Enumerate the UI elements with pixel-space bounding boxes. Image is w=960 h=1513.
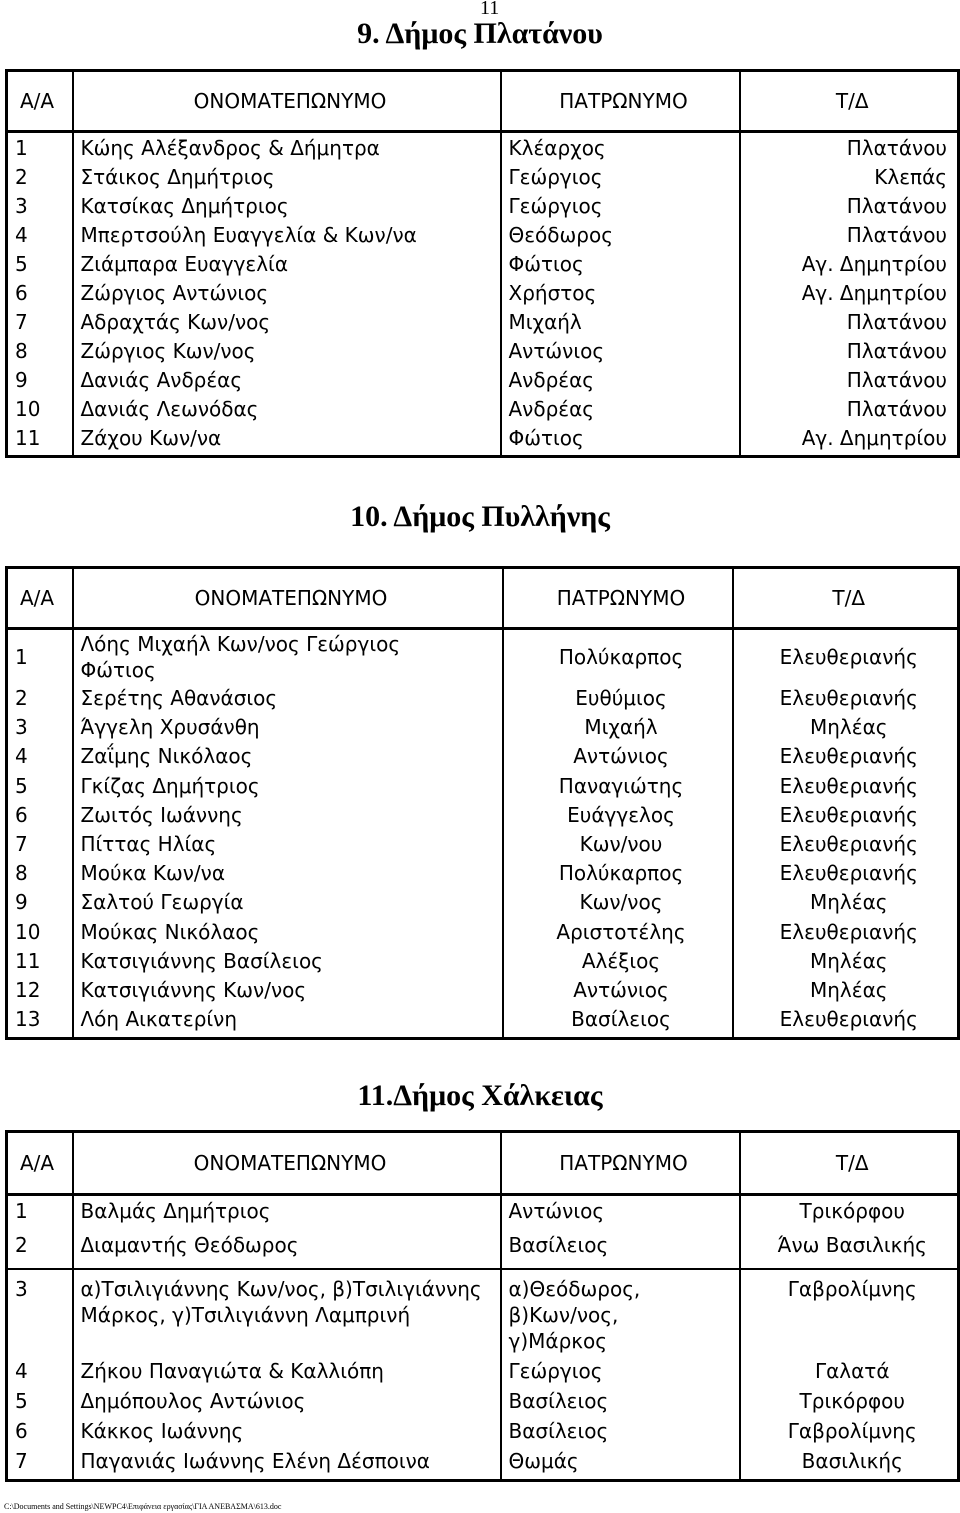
cell-aa: 6: [15, 802, 28, 827]
table-chalkeias: [5, 1130, 960, 1482]
cell-father: Αντώνιος: [503, 742, 733, 771]
cell-community: Γαλατά: [740, 1356, 959, 1386]
cell-aa: 5: [15, 251, 28, 276]
cell-aa: 1: [15, 135, 28, 160]
table-row: [7, 829, 959, 858]
cell-community: Τρικόρφου: [740, 1386, 959, 1416]
cell-father: Κων/νος: [503, 888, 733, 917]
header-father: ΠΑΤΡΩΝΥΜΟ: [503, 568, 733, 629]
cell-aa: 3: [15, 193, 28, 218]
cell-father: Γεώργιος: [501, 162, 740, 191]
cell-name: Ζαΐμης Νικόλαος: [73, 742, 503, 771]
cell-aa: 10: [15, 919, 41, 944]
cell-name: Ζωιτός Ιωάννης: [73, 800, 503, 829]
cell-name: Κώης Αλέξανδρος & Δήμητρα: [73, 132, 501, 163]
cell-community: Ελευθεριανής: [733, 1005, 959, 1039]
cell-aa: 9: [15, 367, 28, 392]
cell-aa: 2: [15, 1232, 28, 1257]
cell-community: Πλατάνου: [740, 220, 959, 249]
cell-name: Κατσιγιάννης Βασίλειος: [73, 946, 503, 975]
table-row: [7, 742, 959, 771]
cell-father: Μιχαήλ: [503, 713, 733, 742]
cell-community: Ελευθεριανής: [733, 683, 959, 712]
header-community: Τ/Δ: [733, 568, 959, 629]
cell-community: Ελευθεριανής: [733, 771, 959, 800]
table-row: [7, 683, 959, 712]
cell-father: Φώτιος: [501, 423, 740, 457]
cell-aa: 8: [15, 338, 28, 363]
cell-community: Γαβρολίμνης: [740, 1269, 959, 1357]
cell-name: Γκίζας Δημήτριος: [73, 771, 503, 800]
table-row: [7, 423, 959, 457]
table-row: [7, 629, 959, 683]
cell-community: Πλατάνου: [740, 307, 959, 336]
table-row: [7, 249, 959, 278]
cell-community: Ελευθεριανής: [733, 800, 959, 829]
cell-aa: 7: [15, 309, 28, 334]
table-row: [7, 365, 959, 394]
cell-community: Πλατάνου: [740, 365, 959, 394]
cell-father: Αριστοτέλης: [503, 917, 733, 946]
table-row: [7, 394, 959, 423]
cell-aa: 3: [15, 1276, 28, 1301]
cell-community: Ελευθεριανής: [733, 829, 959, 858]
cell-aa: 4: [15, 744, 28, 769]
table-row: [7, 1226, 959, 1269]
table-row: [7, 1194, 959, 1225]
table-row: [7, 917, 959, 946]
header-aa: Α/Α: [7, 1132, 73, 1195]
table-row: [7, 336, 959, 365]
cell-name: Κατσιγιάννης Κων/νος: [73, 975, 503, 1004]
cell-name: Διαμαντής Θεόδωρος: [73, 1226, 501, 1269]
table-row: [7, 1416, 959, 1446]
table-row: [7, 946, 959, 975]
cell-father: Κλέαρχος: [501, 132, 740, 163]
cell-aa: 1: [15, 1198, 28, 1223]
cell-name: Λόη Αικατερίνη: [73, 1005, 503, 1039]
cell-father: Θωμάς: [501, 1446, 740, 1481]
cell-name: Βαλμάς Δημήτριος: [73, 1194, 501, 1225]
cell-father: Γεώργιος: [501, 1356, 740, 1386]
cell-aa: 7: [15, 831, 28, 856]
header-father: ΠΑΤΡΩΝΥΜΟ: [501, 1132, 740, 1195]
cell-father: Μιχαήλ: [501, 307, 740, 336]
table-row: [7, 162, 959, 191]
cell-community: Βασιλικής: [740, 1446, 959, 1481]
table-row: [7, 1269, 959, 1357]
cell-community: Ελευθεριανής: [733, 742, 959, 771]
cell-aa: 2: [15, 164, 28, 189]
cell-name: Σαλτού Γεωργία: [73, 888, 503, 917]
cell-community: Ελευθεριανής: [733, 859, 959, 888]
cell-community: Μηλέας: [733, 946, 959, 975]
cell-father: Φώτιος: [501, 249, 740, 278]
cell-community: Πλατάνου: [740, 191, 959, 220]
cell-aa: 5: [15, 1389, 28, 1414]
cell-aa: 4: [15, 222, 28, 247]
cell-name: Ζώργιος Αντώνιος: [73, 278, 501, 307]
header-name: ΟΝΟΜΑΤΕΠΩΝΥΜΟ: [73, 568, 503, 629]
cell-community: Πλατάνου: [740, 336, 959, 365]
cell-community: Μηλέας: [733, 888, 959, 917]
cell-name: Μπερτσούλη Ευαγγελία & Κων/να: [73, 220, 501, 249]
table-row: [7, 713, 959, 742]
cell-aa: 13: [15, 1007, 41, 1032]
section-title-chalkeias: 11.Δήμος Χάλκειας: [357, 1079, 603, 1112]
cell-name: Μούκας Νικόλαος: [73, 917, 503, 946]
cell-community: Κλεπάς: [740, 162, 959, 191]
cell-aa: 6: [15, 1419, 28, 1444]
cell-aa: 12: [15, 977, 41, 1002]
cell-name: Κατσίκας Δημήτριος: [73, 191, 501, 220]
cell-aa: 4: [15, 1359, 28, 1384]
cell-name: Ζήκου Παναγιώτα & Καλλιόπη: [73, 1356, 501, 1386]
table-platanou: [5, 69, 960, 458]
cell-aa: 9: [15, 890, 28, 915]
cell-name: Δανιάς Ανδρέας: [73, 365, 501, 394]
table-row: [7, 771, 959, 800]
table-row: [7, 132, 959, 163]
section-title-pyllinis: 10. Δήμος Πυλλήνης: [350, 500, 610, 533]
table-row: [7, 191, 959, 220]
cell-name: Στάικος Δημήτριος: [73, 162, 501, 191]
table-row: [7, 278, 959, 307]
cell-name: Άγγελη Χρυσάνθη: [73, 713, 503, 742]
cell-aa: 3: [15, 715, 28, 740]
cell-aa: 2: [15, 685, 28, 710]
cell-community: Γαβρολίμνης: [740, 1416, 959, 1446]
table-row: [7, 1386, 959, 1416]
cell-community: Πλατάνου: [740, 394, 959, 423]
header-name: ΟΝΟΜΑΤΕΠΩΝΥΜΟ: [73, 71, 501, 132]
section-title-platanou: 9. Δήμος Πλατάνου: [357, 17, 603, 50]
table-pyllinis: [5, 566, 960, 1040]
cell-name: Ζώργιος Κων/νος: [73, 336, 501, 365]
cell-name: Σερέτης Αθανάσιος: [73, 683, 503, 712]
table-row: [7, 1356, 959, 1386]
header-aa: Α/Α: [7, 568, 73, 629]
cell-father: Αντώνιος: [501, 336, 740, 365]
table-row: [7, 1005, 959, 1039]
cell-community: Ελευθεριανής: [733, 917, 959, 946]
cell-father: Αντώνιος: [503, 975, 733, 1004]
page-number: 11: [480, 0, 500, 19]
cell-father: Ευθύμιος: [503, 683, 733, 712]
header-name: ΟΝΟΜΑΤΕΠΩΝΥΜΟ: [73, 1132, 501, 1195]
footer-file-path: C:\Documents and Settings\NEWPC4\Επιφάνεια εργασίας\ΓΙΑ ΑΝΕΒΑΣΜΑ\613.doc: [4, 1502, 282, 1511]
table-header-row: [7, 568, 959, 629]
cell-community: Αγ. Δημητρίου: [740, 278, 959, 307]
cell-name: Πίττας Ηλίας: [73, 829, 503, 858]
table-row: [7, 859, 959, 888]
cell-father: Αλέξιος: [503, 946, 733, 975]
cell-father: Ανδρέας: [501, 394, 740, 423]
cell-aa: 10: [15, 396, 41, 421]
cell-father: Κων/νου: [503, 829, 733, 858]
cell-name: Κάκκος Ιωάννης: [73, 1416, 501, 1446]
table-row: [7, 307, 959, 336]
cell-name: Μούκα Κων/να: [73, 859, 503, 888]
cell-community: Αγ. Δημητρίου: [740, 423, 959, 457]
table-row: [7, 975, 959, 1004]
cell-name: α)Τσιλιγιάννης Κων/νος, β)Τσιλιγιάννης Μάρκος, γ)Τσιλιγιάννη Λαμπρινή: [73, 1269, 501, 1357]
cell-father: Αντώνιος: [501, 1194, 740, 1225]
cell-community: Τρικόρφου: [740, 1194, 959, 1225]
cell-name: Παγανιάς Ιωάννης Ελένη Δέσποινα: [73, 1446, 501, 1481]
cell-father: Ευάγγελος: [503, 800, 733, 829]
cell-father: Πολύκαρπος: [503, 859, 733, 888]
table-row: [7, 220, 959, 249]
cell-father: Βασίλειος: [503, 1005, 733, 1039]
cell-community: Μηλέας: [733, 713, 959, 742]
table-row: [7, 800, 959, 829]
cell-aa: 11: [15, 948, 41, 973]
cell-father: Βασίλειος: [501, 1226, 740, 1269]
header-aa: Α/Α: [7, 71, 73, 132]
table-header-row: [7, 1132, 959, 1195]
cell-name: Δανιάς Λεωνόδας: [73, 394, 501, 423]
cell-name: Δημόπουλος Αντώνιος: [73, 1386, 501, 1416]
cell-father: Χρήστος: [501, 278, 740, 307]
cell-father: Πολύκαρπος: [503, 629, 733, 683]
cell-community: Αγ. Δημητρίου: [740, 249, 959, 278]
cell-father: Παναγιώτης: [503, 771, 733, 800]
cell-aa: 8: [15, 861, 28, 886]
cell-name: Ζιάμπαρα Ευαγγελία: [73, 249, 501, 278]
cell-father: Ανδρέας: [501, 365, 740, 394]
table-row: [7, 1446, 959, 1481]
header-community: Τ/Δ: [740, 71, 959, 132]
cell-father: Βασίλειος: [501, 1416, 740, 1446]
cell-aa: 5: [15, 773, 28, 798]
cell-father: Θεόδωρος: [501, 220, 740, 249]
cell-community: Πλατάνου: [740, 132, 959, 163]
table-row: [7, 888, 959, 917]
header-father: ΠΑΤΡΩΝΥΜΟ: [501, 71, 740, 132]
cell-community: Ελευθεριανής: [733, 629, 959, 683]
header-community: Τ/Δ: [740, 1132, 959, 1195]
cell-community: Άνω Βασιλικής: [740, 1226, 959, 1269]
cell-aa: 6: [15, 280, 28, 305]
cell-father: α)Θεόδωρος, β)Κων/νος, γ)Μάρκος: [501, 1269, 740, 1357]
table-header-row: [7, 71, 959, 132]
cell-aa: 11: [15, 425, 41, 450]
cell-aa: 1: [15, 644, 28, 669]
cell-name: Αδραχτάς Κων/νος: [73, 307, 501, 336]
cell-father: Βασίλειος: [501, 1386, 740, 1416]
cell-father: Γεώργιος: [501, 191, 740, 220]
cell-aa: 7: [15, 1448, 28, 1473]
cell-community: Μηλέας: [733, 975, 959, 1004]
cell-name: Ζάχου Κων/να: [73, 423, 501, 457]
cell-name: Λόης Μιχαήλ Κων/νος Γεώργιος Φώτιος: [73, 629, 503, 683]
